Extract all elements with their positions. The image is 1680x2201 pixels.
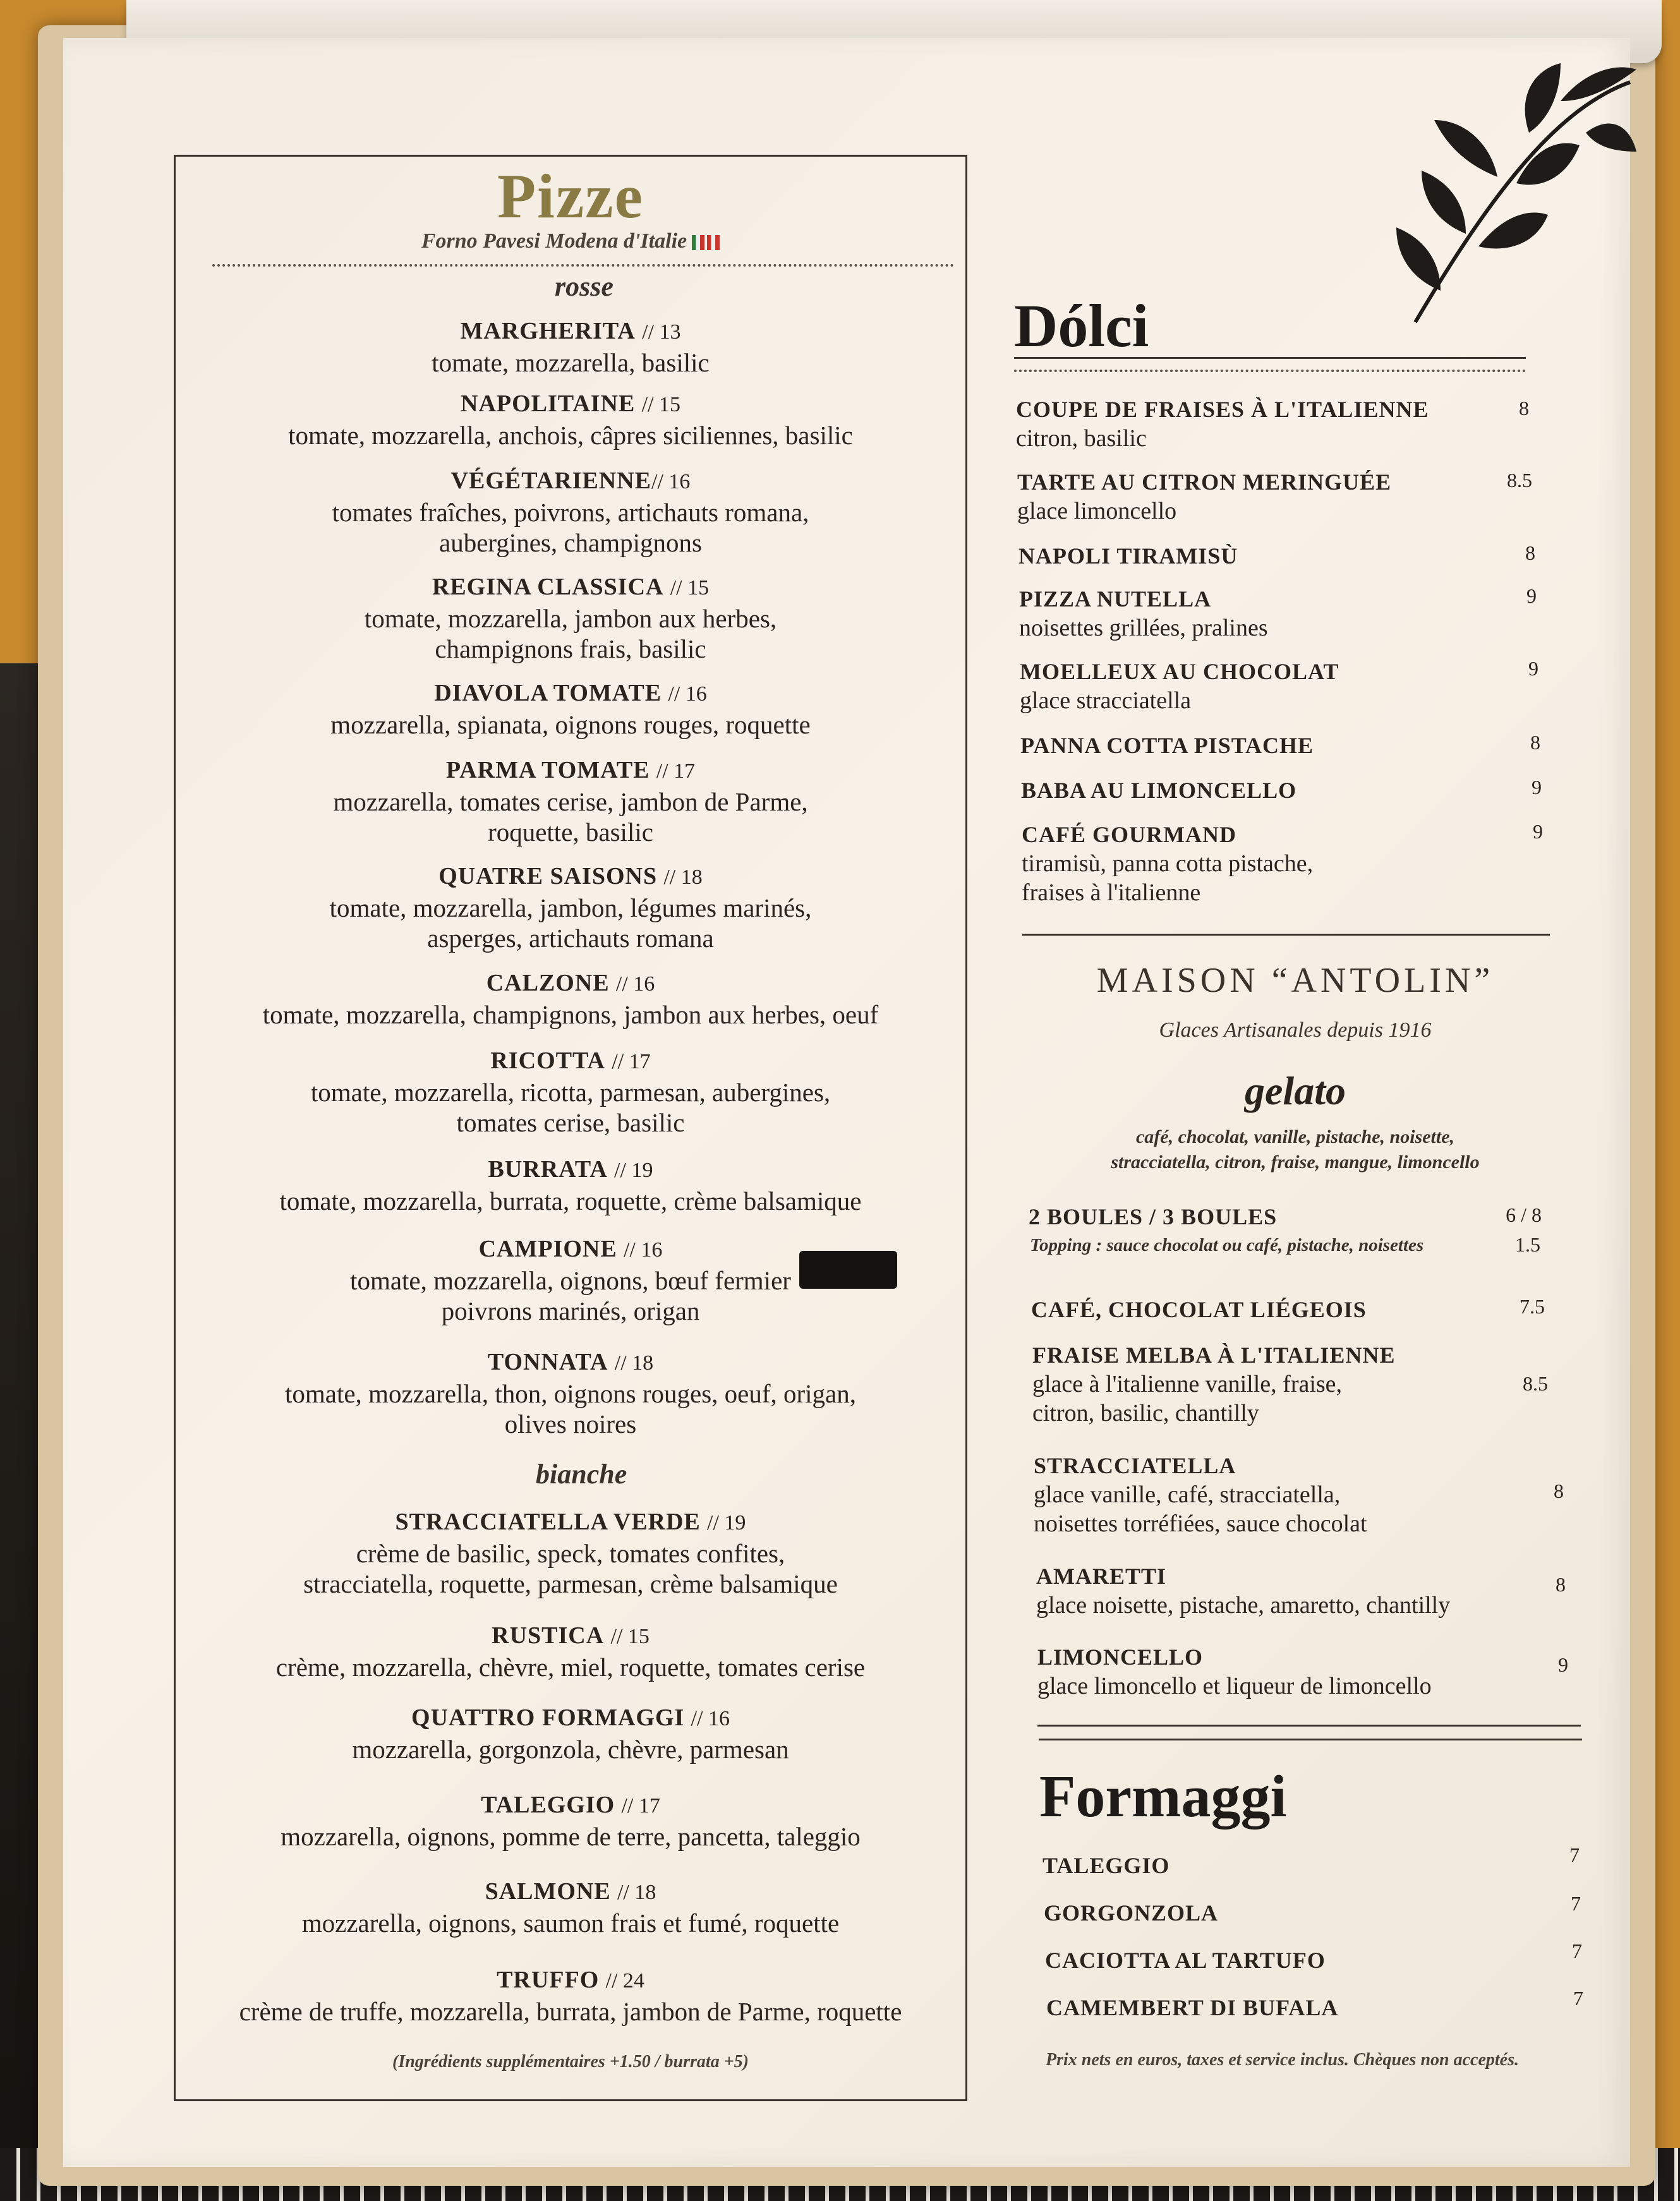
- dolci-price: 9: [1533, 820, 1543, 843]
- rule-line: [1039, 1739, 1582, 1740]
- pizza-item: TRUFFO // 24 crème de truffe, mozzarella, burrata, jambon de Parme, roquette: [239, 1967, 902, 2026]
- gelato-item: AMARETTI glace noisette, pistache, amaretto, chantilly: [1036, 1564, 1451, 1619]
- topping-price: 1.5: [1515, 1233, 1540, 1256]
- dolci-item: NAPOLI TIRAMISÙ: [1018, 543, 1238, 569]
- pizza-item: SALMONE // 18 mozzarella, oignons, saumon frais et fumé, roquette: [301, 1878, 840, 1938]
- dotted-divider: [1014, 370, 1526, 372]
- pizza-item: BURRATA // 19 tomate, mozzarella, burrata, roquette, crème balsamique: [279, 1156, 862, 1215]
- gelato-title: gelato: [1245, 1068, 1346, 1113]
- gelato-item: FRAISE MELBA À L'ITALIENNE glace à l'italienne vanille, fraise, citron, basilic, chantilly: [1032, 1342, 1396, 1426]
- formaggi-item: TALEGGIO: [1042, 1853, 1170, 1878]
- dolci-price: 9: [1528, 657, 1538, 680]
- pizze-subtitle: Forno Pavesi Modena d'Italie: [176, 229, 965, 253]
- formaggi-price: 7: [1569, 1843, 1580, 1866]
- legal-notice: Prix nets en euros, taxes et service inclus. Chèques non acceptés.: [1046, 2050, 1519, 2070]
- formaggi-price: 7: [1572, 1939, 1582, 1962]
- dolci-title: Dólci: [1014, 292, 1149, 359]
- pizza-item: REGINA CLASSICA // 15 tomate, mozzarella, jambon aux herbes, champignons frais, basilic: [364, 574, 777, 663]
- rule-line: [1037, 1725, 1581, 1727]
- pizza-item: NAPOLITAINE // 15 tomate, mozzarella, anchois, câpres siciliennes, basilic: [288, 390, 853, 450]
- pizza-item: TALEGGIO // 17 mozzarella, oignons, pomme de terre, pancetta, taleggio: [281, 1792, 861, 1851]
- pizza-item: PARMA TOMATE // 17 mozzarella, tomates cerise, jambon de Parme, roquette, basilic: [333, 757, 808, 847]
- section-rosse: rosse: [555, 271, 613, 302]
- pizza-item: STRACCIATELLA VERDE // 19 crème de basilic, speck, tomates confites, stracciatella, roquette, parmesan, crème balsamique: [303, 1509, 838, 1598]
- gelato-price: 9: [1558, 1653, 1568, 1676]
- gelato-flavors: café, chocolat, vanille, pistache, noisette, stracciatella, citron, fraise, mangue, limoncello: [1111, 1126, 1480, 1173]
- pizza-item: TONNATA // 18 tomate, mozzarella, thon, oignons rouges, oeuf, origan, olives noires: [284, 1349, 857, 1438]
- italian-flag-icon: [707, 235, 720, 250]
- pizza-item: RUSTICA // 15 crème, mozzarella, chèvre, miel, roquette, tomates cerise: [275, 1622, 866, 1682]
- dolci-item: PANNA COTTA PISTACHE: [1020, 733, 1314, 758]
- dotted-divider: [212, 264, 954, 267]
- pizza-item: CAMPIONE // 16 tomate, mozzarella, oignons, bœuf fermier poivrons marinés, origan: [350, 1236, 791, 1325]
- dolci-item: MOELLEUX AU CHOCOLAT glace stracciatella: [1020, 659, 1339, 714]
- maison-tagline: Glaces Artisanales depuis 1916: [1159, 1018, 1432, 1042]
- boules-item: 2 BOULES / 3 BOULES: [1029, 1204, 1278, 1229]
- pizze-panel: [174, 155, 967, 2101]
- olive-branch-icon: [1371, 57, 1636, 335]
- dolci-price: 8: [1530, 731, 1540, 754]
- boules-price: 6 / 8: [1506, 1203, 1542, 1226]
- section-bianche: bianche: [536, 1459, 627, 1490]
- dolci-price: 9: [1526, 584, 1537, 607]
- formaggi-item: CACIOTTA AL TARTUFO: [1045, 1948, 1326, 1973]
- formaggi-item: GORGONZOLA: [1044, 1900, 1219, 1926]
- pizze-title: Pizze: [497, 161, 644, 231]
- italian-flag-icon: [692, 235, 704, 250]
- gelato-item: CAFÉ, CHOCOLAT LIÉGEOIS: [1031, 1297, 1367, 1322]
- gelato-price: 8: [1556, 1573, 1566, 1596]
- formaggi-item: CAMEMBERT DI BUFALA: [1046, 1995, 1339, 2020]
- dolci-item: TARTE AU CITRON MERINGUÉE glace limoncello: [1017, 469, 1392, 524]
- pizza-item: QUATRE SAISONS // 18 tomate, mozzarella, jambon, légumes marinés, asperges, artichauts romana: [329, 863, 812, 953]
- formaggi-title: Formaggi: [1039, 1764, 1287, 1830]
- formaggi-price: 7: [1571, 1892, 1581, 1915]
- gelato-price: 8: [1554, 1480, 1564, 1502]
- rule-line: [1014, 357, 1526, 359]
- dolci-price: 8.5: [1507, 469, 1532, 491]
- dolci-price: 8: [1519, 397, 1529, 419]
- rule-line: [1022, 934, 1550, 936]
- pizza-item: CALZONE // 16 tomate, mozzarella, champignons, jambon aux herbes, oeuf: [262, 970, 879, 1029]
- gelato-price: 7.5: [1520, 1295, 1545, 1318]
- supplements-footnote: (Ingrédients supplémentaires +1.50 / burrata +5): [392, 2052, 749, 2071]
- dolci-price: 8: [1525, 541, 1535, 564]
- redacted-sticker: [799, 1251, 897, 1289]
- pizza-item: VÉGÉTARIENNE// 16 tomates fraîches, poivrons, artichauts romana, aubergines, champignons: [332, 467, 809, 557]
- pizza-item: QUATTRO FORMAGGI // 16 mozzarella, gorgonzola, chèvre, parmesan: [352, 1704, 789, 1764]
- gelato-item: STRACCIATELLA glace vanille, café, stracciatella, noisettes torréfiées, sauce chocolat: [1034, 1453, 1367, 1537]
- topping-note: Topping : sauce chocolat ou café, pistache, noisettes: [1030, 1235, 1424, 1255]
- gelato-item: LIMONCELLO glace limoncello et liqueur de limoncello: [1037, 1644, 1432, 1699]
- pizza-item: MARGHERITA // 13 tomate, mozzarella, basilic: [432, 318, 710, 377]
- dolci-item: PIZZA NUTELLA noisettes grillées, pralines: [1019, 586, 1268, 641]
- dolci-item: BABA AU LIMONCELLO: [1021, 778, 1297, 803]
- dolci-item: COUPE DE FRAISES À L'ITALIENNE citron, basilic: [1016, 397, 1429, 452]
- dolci-item: CAFÉ GOURMAND tiramisù, panna cotta pistache, fraises à l'italienne: [1022, 822, 1314, 906]
- pizza-item: RICOTTA // 17 tomate, mozzarella, ricotta, parmesan, aubergines, tomates cerise, basilic: [310, 1047, 831, 1137]
- maison-antolin-title: MAISON “ANTOLIN”: [1096, 961, 1494, 1000]
- dolci-price: 9: [1532, 776, 1542, 799]
- gelato-price: 8.5: [1523, 1372, 1548, 1395]
- formaggi-price: 7: [1573, 1987, 1583, 2010]
- pizza-item: DIAVOLA TOMATE // 16 mozzarella, spianata, oignons rouges, roquette: [330, 680, 811, 739]
